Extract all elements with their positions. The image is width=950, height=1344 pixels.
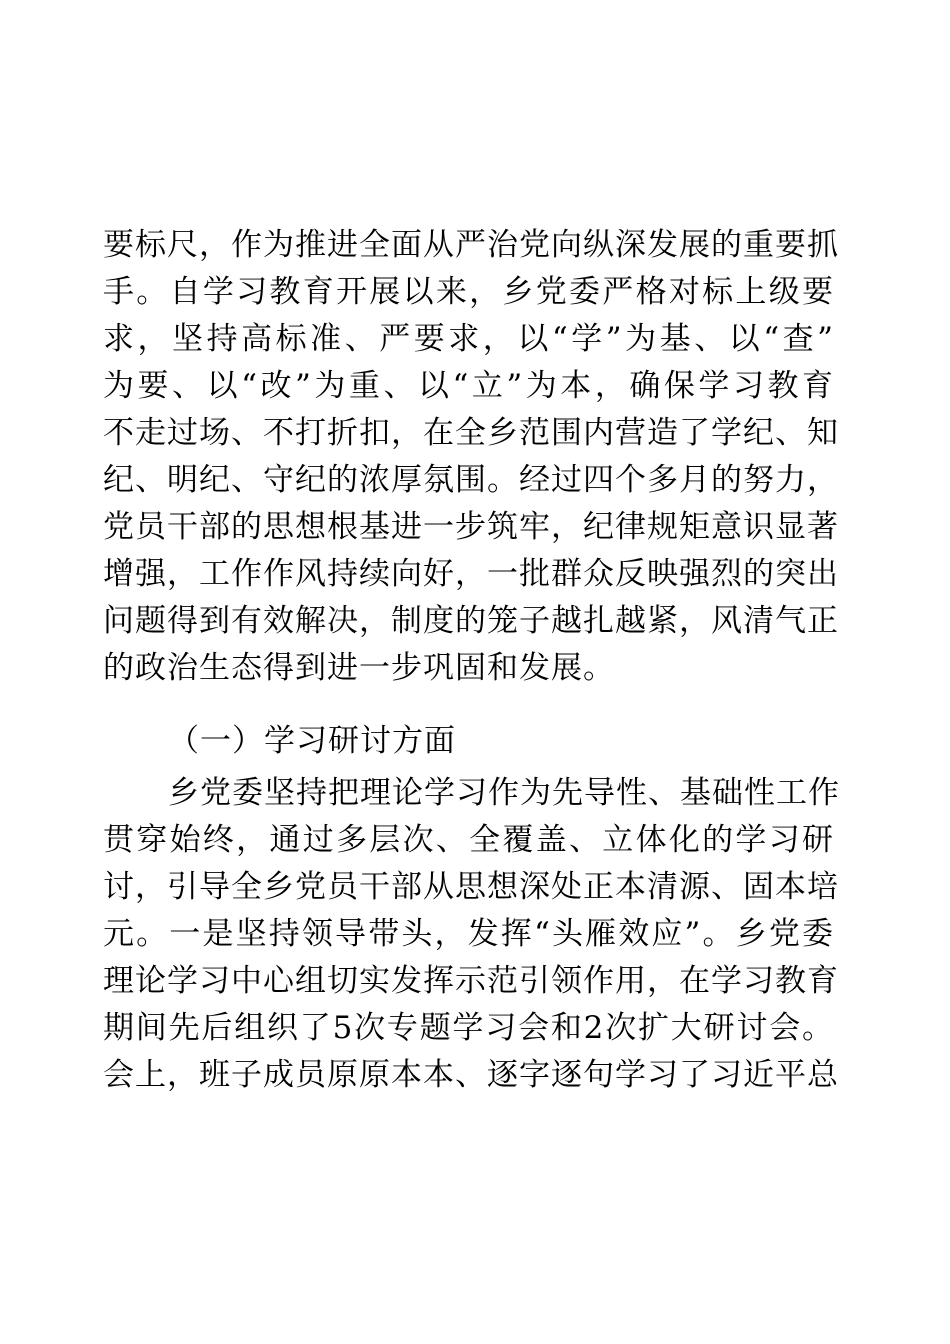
paragraph-1-line: 求，坚持高标准、严要求，以“学”为基、以“查”: [103, 321, 834, 357]
paragraph-1-line: 要标尺，作为推进全面从严治党向纵深发展的重要抓: [103, 227, 839, 263]
paragraph-1-line: 问题得到有效解决，制度的笼子越扎越紧，风清气正: [103, 603, 839, 639]
paragraph-2-line: 期间先后组织了5次专题学习会和2次扩大研讨会。: [103, 1010, 834, 1046]
paragraph-2-line: 讨，引导全乡党员干部从思想深处正本清源、固本培: [103, 869, 839, 905]
paragraph-1-line: 党员干部的思想根基进一步筑牢，纪律规矩意识显著: [103, 509, 839, 545]
paragraph-2-line: 贯穿始终，通过多层次、全覆盖、立体化的学习研: [103, 822, 834, 858]
section-heading: （一）学习研讨方面: [168, 723, 456, 759]
paragraph-1-line: 增强，工作作风持续向好，一批群众反映强烈的突出: [103, 556, 839, 592]
paragraph-1-line: 纪、明纪、守纪的浓厚氛围。经过四个多月的努力，: [103, 462, 839, 498]
paragraph-2-line: 乡党委坚持把理论学习作为先导性、基础性工作: [168, 775, 840, 811]
paragraph-2-line: 会上，班子成员原原本本、逐字逐句学习了习近平总: [103, 1057, 839, 1093]
paragraph-2-line: 元。一是坚持领导带头，发挥“头雁效应”。乡党委: [103, 916, 834, 952]
paragraph-1-line: 为要、以“改”为重、以“立”为本，确保学习教育: [103, 368, 834, 404]
paragraph-1-line: 不走过场、不打折扣，在全乡范围内营造了学纪、知: [103, 415, 839, 451]
paragraph-2-line: 理论学习中心组切实发挥示范引领作用，在学习教育: [103, 963, 839, 999]
paragraph-1-line: 手。自学习教育开展以来，乡党委严格对标上级要: [103, 274, 834, 310]
paragraph-1-line: 的政治生态得到进一步巩固和发展。: [103, 650, 615, 686]
